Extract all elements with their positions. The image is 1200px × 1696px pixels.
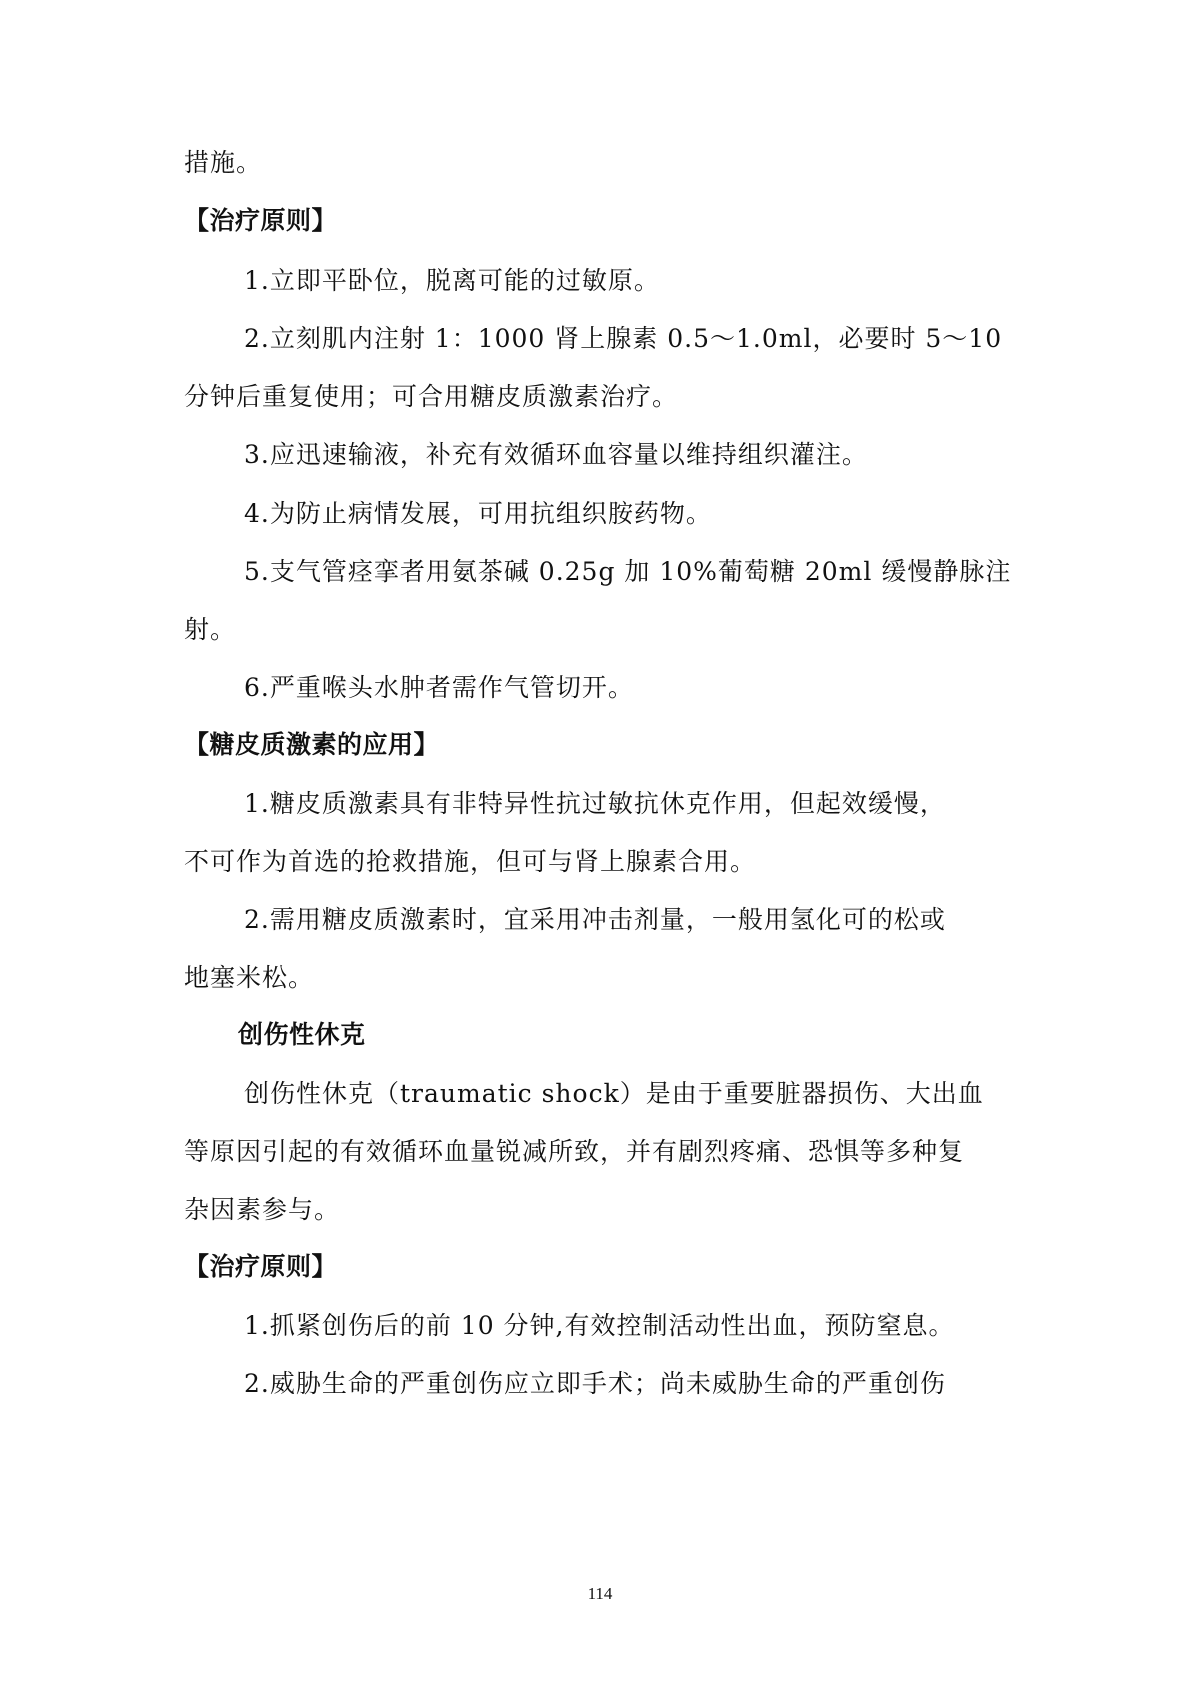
text-line: 等原因引起的有效循环血量锐减所致，并有剧烈疼痛、恐惧等多种复 [184, 1137, 965, 1166]
list-item: 1.立即平卧位，脱离可能的过敏原。 [244, 266, 660, 295]
list-item: 5.支气管痉挛者用氨茶碱 0.25g 加 10%葡萄糖 20ml 缓慢静脉注 [244, 557, 1012, 586]
list-item: 4.为防止病情发展，可用抗组织胺药物。 [244, 499, 712, 528]
page-number: 114 [587, 1584, 613, 1603]
list-item: 2.立刻肌内注射 1：1000 肾上腺素 0.5～1.0ml，必要时 5～10 [244, 324, 1003, 353]
section-heading: 【治疗原则】 [184, 1252, 338, 1281]
text-line: 杂因素参与。 [184, 1195, 341, 1224]
subsection-title: 创伤性休克 [238, 1020, 366, 1049]
list-item: 2.需用糖皮质激素时，宜采用冲击剂量，一般用氢化可的松或 [244, 905, 946, 934]
list-item: 3.应迅速输液，补充有效循环血容量以维持组织灌注。 [244, 440, 868, 469]
list-item: 1.糖皮质激素具有非特异性抗过敏抗休克作用，但起效缓慢， [244, 789, 946, 818]
list-item: 6.严重喉头水肿者需作气管切开。 [244, 673, 634, 702]
text-line: 不可作为首选的抢救措施，但可与肾上腺素合用。 [184, 847, 757, 876]
text-line: 地塞米松。 [184, 963, 315, 992]
text-line: 分钟后重复使用；可合用糖皮质激素治疗。 [184, 382, 679, 411]
paragraph-line: 创伤性休克（traumatic shock）是由于重要脏器损伤、大出血 [244, 1079, 984, 1108]
text-line: 射。 [184, 615, 237, 644]
section-heading: 【治疗原则】 [184, 206, 338, 235]
section-heading: 【糖皮质激素的应用】 [184, 730, 440, 759]
list-item: 1.抓紧创伤后的前 10 分钟,有效控制活动性出血，预防窒息。 [244, 1311, 955, 1340]
text-line: 措施。 [184, 148, 263, 177]
list-item: 2.威胁生命的严重创伤应立即手术；尚未威胁生命的严重创伤 [244, 1369, 946, 1398]
